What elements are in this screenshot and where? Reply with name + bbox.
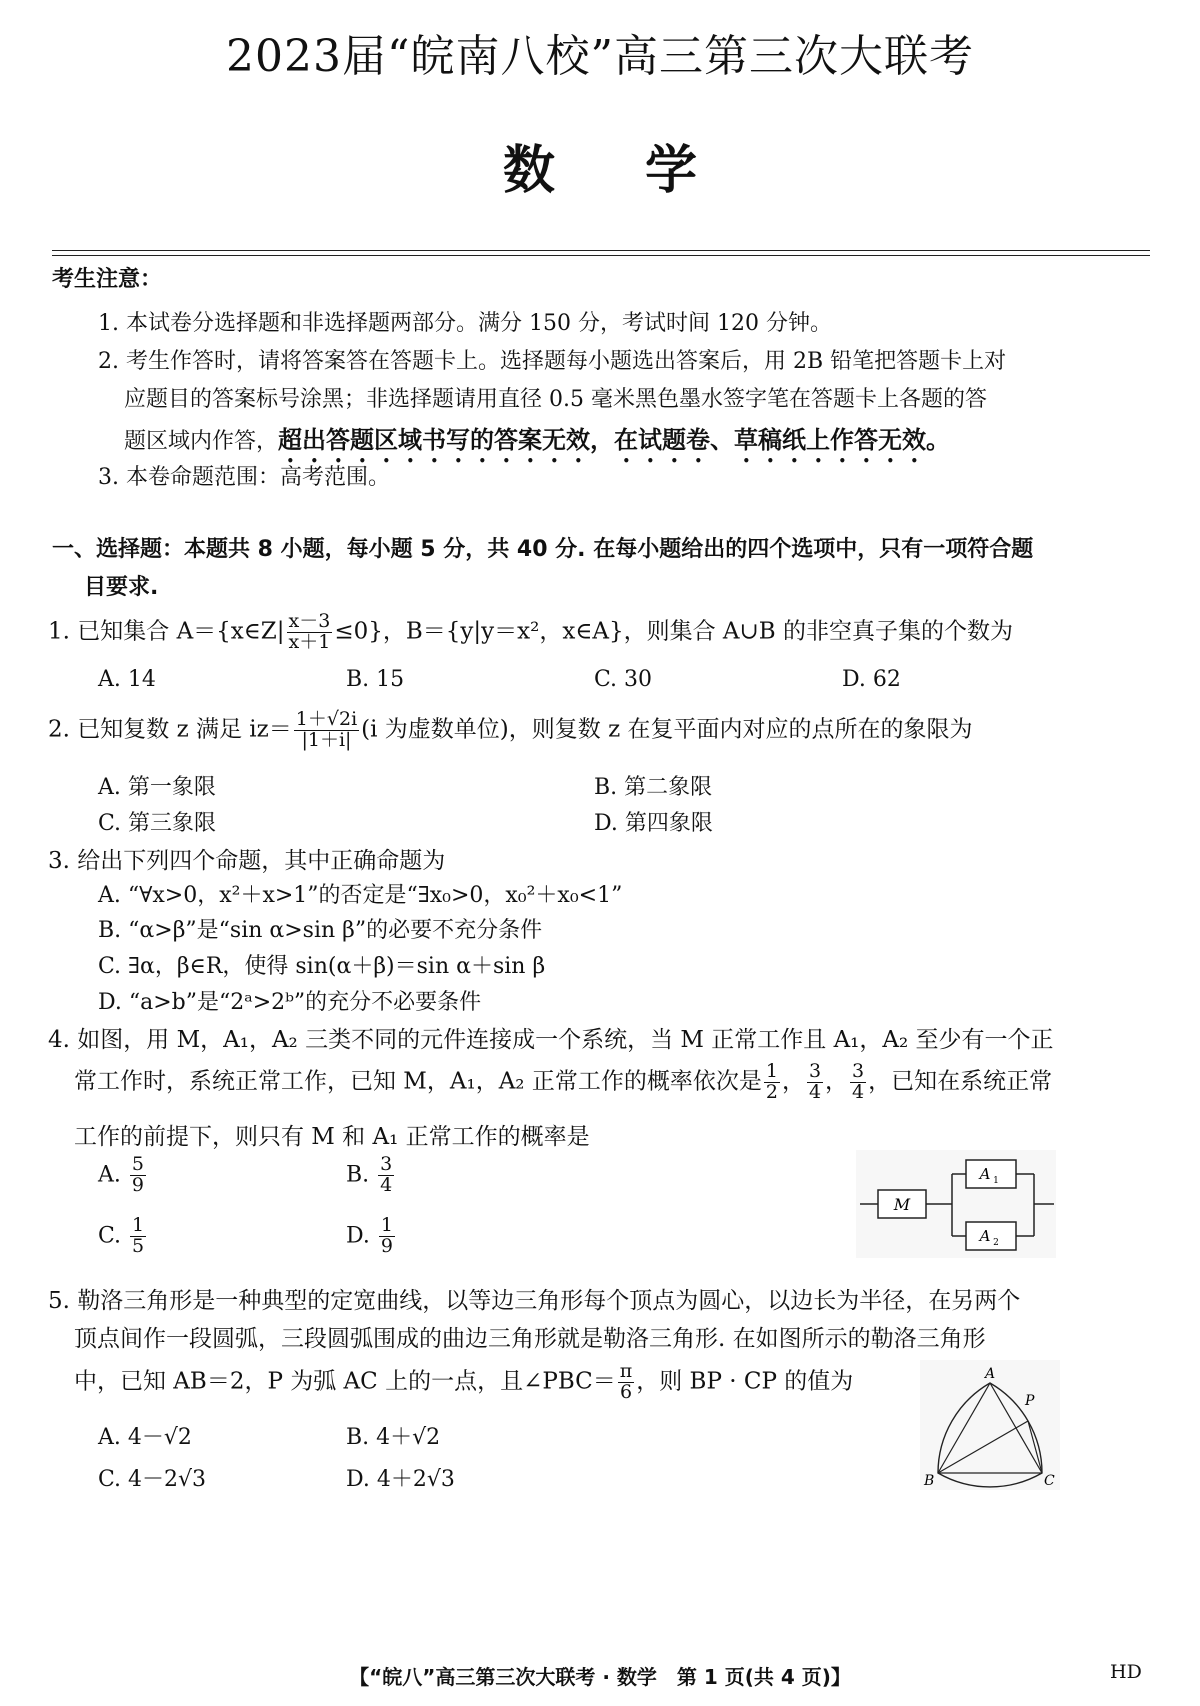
q4-opt-a-label: A.	[98, 1162, 121, 1188]
q1-prefix: 1. 已知集合 A＝{x∈Z|	[48, 618, 285, 645]
q4-opt-a-num: 5	[131, 1153, 144, 1175]
question-1-stem	[48, 612, 1013, 653]
q1-frac-den: x＋1	[288, 630, 331, 653]
q4-option-c	[98, 1216, 148, 1257]
q4-opt-c-frac	[130, 1216, 146, 1257]
q4-p1-den: 2	[765, 1080, 778, 1103]
notice-item-1: 1. 本试卷分选择题和非选择题两部分。满分 150 分，考试时间 120 分钟。	[98, 311, 832, 336]
q1-option-d: D. 62	[842, 667, 901, 692]
q2-suffix: (i 为虚数单位)，则复数 z 在复平面内对应的点所在的象限为	[361, 716, 973, 743]
reuleaux-triangle-diagram	[920, 1360, 1060, 1490]
q4-prob-a2	[850, 1062, 866, 1103]
q2-option-a: A. 第一象限	[98, 775, 216, 800]
q2-prefix: 2. 已知复数 z 满足 iz＝	[48, 716, 292, 743]
component-m-label: M	[893, 1195, 911, 1214]
point-a-label: A	[985, 1366, 996, 1382]
component-a2-subscript: 2	[993, 1238, 999, 1248]
component-a1-label: A	[979, 1165, 991, 1183]
q4-prob-a1	[807, 1062, 823, 1103]
q4-option-b	[346, 1155, 396, 1196]
q3-option-b: B. “α>β”是“sin α>sin β”的必要不充分条件	[98, 918, 543, 943]
q4-opt-d-label: D.	[346, 1223, 370, 1249]
q4-opt-d-frac	[379, 1216, 395, 1257]
point-c-label: C	[1044, 1473, 1055, 1489]
q2-option-d: D. 第四象限	[594, 811, 713, 836]
q2-fraction	[294, 710, 359, 751]
q3-option-c: C. ∃α，β∈R，使得 sin(α＋β)＝sin α＋sin β	[98, 954, 546, 979]
q4-opt-b-label: B.	[346, 1162, 370, 1188]
q4-opt-a-frac	[130, 1155, 146, 1196]
q1-option-b: B. 15	[346, 667, 405, 692]
q4-opt-c-label: C.	[98, 1223, 122, 1249]
q5-angle-fraction	[618, 1362, 635, 1403]
question-4-line-1: 4. 如图，用 M，A₁，A₂ 三类不同的元件连接成一个系统，当 M 正常工作且 A₁，A₂ 至少有一个正	[48, 1027, 1054, 1053]
page-footer: 【“皖八”高三第三次大联考 · 数学 第 1 页(共 4 页)】	[349, 1665, 851, 1689]
q4-opt-a-den: 9	[131, 1173, 144, 1196]
question-4-line-3: 工作的前提下，则只有 M 和 A₁ 正常工作的概率是	[74, 1124, 590, 1150]
q4-opt-c-num: 1	[132, 1214, 145, 1236]
component-a1-subscript: 1	[993, 1176, 999, 1186]
component-a1	[966, 1160, 1016, 1188]
double-rule-top	[52, 250, 1150, 251]
q5-angle-den: 6	[619, 1380, 633, 1403]
q4-p2-num: 3	[808, 1060, 822, 1082]
component-a2	[966, 1222, 1016, 1250]
question-5-line-2: 顶点间作一段圆弧，三段圆弧围成的曲边三角形就是勒洛三角形. 在如图所示的勒洛三角形	[74, 1326, 986, 1352]
q3-option-a: A. “∀x>0，x²＋x>1”的否定是“∃x₀>0，x₀²＋x₀<1”	[98, 883, 623, 908]
q5-option-c: C. 4－2√3	[98, 1467, 207, 1492]
circuit-diagram	[856, 1150, 1056, 1258]
question-5-line-3	[74, 1362, 853, 1403]
q2-option-b: B. 第二象限	[594, 775, 713, 800]
q5-line3-prefix: 中，已知 AB＝2，P 为弧 AC 上的一点，且∠PBC＝	[74, 1368, 616, 1395]
notice-item-3: 3. 本卷命题范围：高考范围。	[98, 465, 390, 490]
q4-option-d	[346, 1216, 397, 1257]
q2-frac-den: |1＋i|	[301, 728, 352, 751]
q4-p3-num: 3	[852, 1060, 865, 1082]
question-2-stem	[48, 710, 973, 751]
notice-item-2-line-2: 应题目的答案标号涂黑；非选择题请用直径 0.5 毫米黑色墨水签字笔在答题卡上各题的答	[124, 387, 987, 412]
footer-code: HD	[1110, 1661, 1142, 1683]
q1-fraction	[287, 612, 333, 653]
q4-p3-den: 4	[852, 1080, 865, 1103]
question-5-line-1: 5. 勒洛三角形是一种典型的定宽曲线，以等边三角形每个顶点为圆心，以边长为半径，在另两个	[48, 1288, 1021, 1314]
double-rule-bottom	[52, 255, 1150, 256]
point-p-label: P	[1025, 1393, 1035, 1409]
q4-opt-b-den: 4	[380, 1173, 393, 1196]
q4-p2-den: 4	[808, 1080, 822, 1103]
q5-line3-suffix: ，则 BP · CP 的值为	[636, 1368, 854, 1395]
q4-p1-num: 1	[765, 1060, 778, 1082]
q1-suffix: ≤0}，B＝{y|y＝x²，x∈A}，则集合 A∪B 的非空真子集的个数为	[334, 618, 1014, 645]
q5-option-d: D. 4＋2√3	[346, 1467, 455, 1492]
subject-title: 数学	[502, 141, 787, 201]
point-b-label: B	[924, 1473, 935, 1489]
q5-angle-num: π	[619, 1360, 633, 1382]
q2-frac-num: 1＋√2i	[295, 708, 358, 730]
q4-line2-prefix: 常工作时，系统正常工作，已知 M，A₁，A₂ 正常工作的概率依次是	[74, 1068, 762, 1095]
exam-title: 2023届“皖南八校”高三第三次大联考	[226, 31, 974, 82]
q4-prob-m	[764, 1062, 780, 1103]
notice-emphasis: 超出答题区域书写的答案无效，在试题卷、草稿纸上作答无效。	[278, 426, 951, 454]
question-3-stem: 3. 给出下列四个命题，其中正确命题为	[48, 848, 446, 874]
q1-frac-num: x－3	[288, 610, 331, 632]
q3-option-d: D. “a>b”是“2ᵃ>2ᵇ”的充分不必要条件	[98, 990, 482, 1015]
section-heading-line-1: 一、选择题：本题共 8 小题，每小题 5 分，共 40 分. 在每小题给出的四个选项中，只有一项符合题	[52, 537, 1034, 562]
q4-opt-d-num: 1	[380, 1214, 393, 1236]
notice-item-2-line-1: 2. 考生作答时，请将答案答在答题卡上。选择题每小题选出答案后，用 2B 铅笔把答题卡上对	[98, 349, 1007, 374]
q5-option-b: B. 4＋√2	[346, 1425, 441, 1450]
q5-option-a: A. 4－√2	[98, 1425, 192, 1450]
section-heading-line-2: 目要求.	[84, 575, 159, 600]
q2-option-c: C. 第三象限	[98, 811, 217, 836]
q1-option-c: C. 30	[594, 667, 653, 692]
q4-opt-b-frac	[378, 1155, 394, 1196]
q4-opt-d-den: 9	[380, 1234, 393, 1257]
notice-item-2-line-3-plain: 题区域内作答，	[124, 429, 279, 454]
notice-heading: 考生注意：	[52, 267, 163, 292]
q4-opt-b-num: 3	[380, 1153, 393, 1175]
component-a2-label: A	[979, 1227, 991, 1245]
q4-line2-suffix: ，已知在系统正常	[868, 1068, 1053, 1095]
q4-option-a	[98, 1155, 148, 1196]
question-4-line-2: 常工作时，系统正常工作，已知 M，A₁，A₂ 正常工作的概率依次是 $\frac{1}{2}$ ， $\frac{3}{4}$ ， $\frac{3}{4}$ ，已知在系统正常	[74, 1060, 1053, 1103]
q1-option-a: A. 14	[98, 667, 156, 692]
q4-opt-c-den: 5	[132, 1234, 145, 1257]
